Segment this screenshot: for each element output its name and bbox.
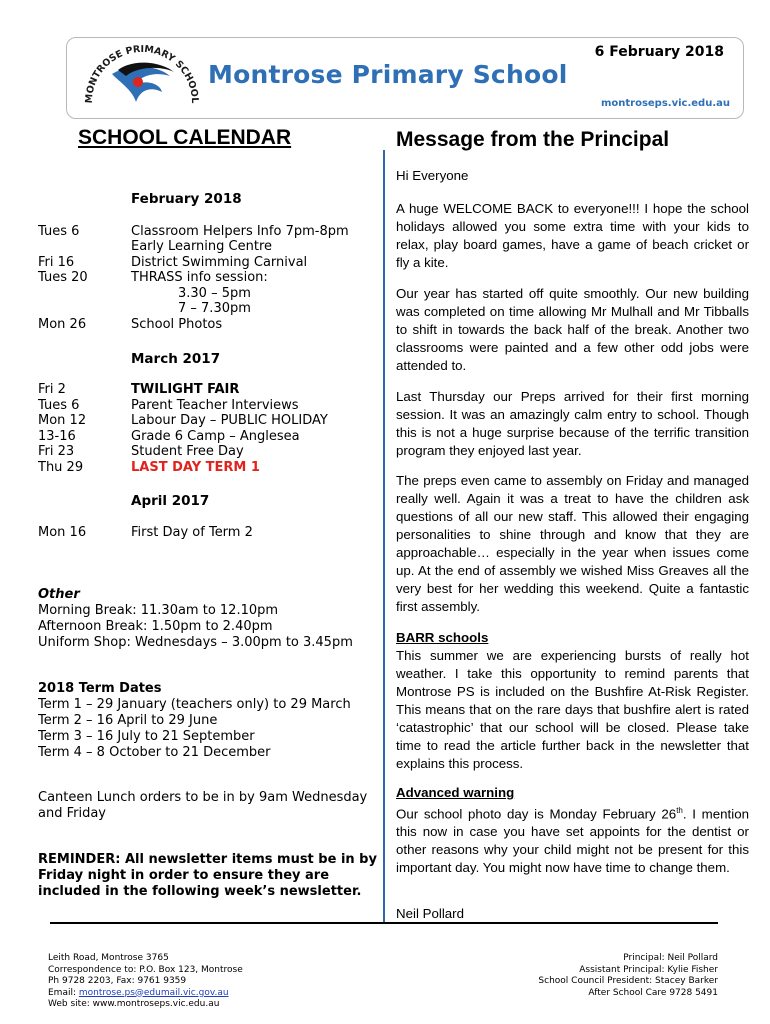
message-paragraph: Our year has started off quite smoothly. Our new building was completed on time allowing Mr Mulhall and Mr Tibballs to shift in towards the back half of the break. Another two classrooms were painted and a few other odd jobs were attended to. [396,286,749,373]
info-line: Afternoon Break: 1.50pm to 2.40pm [38,619,273,634]
canteen-line: and Friday [38,806,106,821]
signature: Neil Pollard [396,906,464,921]
term-line: Term 4 – 8 October to 21 December [38,745,271,760]
reminder-line: included in the following week’s newsletter. [38,884,362,899]
month-heading: March 2017 [131,351,221,367]
term-dates-title: 2018 Term Dates [38,681,162,696]
greeting: Hi Everyone [396,168,469,183]
barr-paragraph: This summer we are experiencing bursts of really hot weather. I take this opportunity to remind parents that Montrose PS is included on the Bushfire At-Risk Register. This means that on the rare days that bushfire alert is rated ‘catastrophic’ that our school will be closed. Please take time to read the article further back in the newsletter that explains this process. [396,648,749,771]
footer-email-row: Email: montrose.ps@edumail.vic.gov.au [48,987,229,998]
calendar-event-line: 7 – 7.30pm [178,301,251,316]
footer-contact [48,953,243,1011]
message-paragraph: Last Thursday our Preps arrived for their first morning session. It was an amazingly calm entry to school. Though this is not a huge surprise because of the terrific transition program they enjoyed last year. [396,389,749,458]
message-title: Message from the Principal [396,128,670,151]
footer-assistant: Assistant Principal: Kylie Fisher [579,964,718,975]
email-link[interactable]: montrose.ps@edumail.vic.gov.au [78,987,229,998]
footer-rule [50,922,718,924]
svg-text:MONTROSE PRIMARY SCHOOL: MONTROSE PRIMARY SCHOOL [83,43,201,104]
month-heading: April 2017 [131,493,210,509]
canteen-note [38,790,367,822]
barr-heading: BARR schools [396,630,489,645]
footer-correspondence: Correspondence to: P.O. Box 123, Montrose [48,964,243,975]
advanced-warning-heading: Advanced warning [396,785,515,800]
school-logo [78,40,204,116]
column-divider [383,150,385,922]
other-heading: Other [38,587,80,602]
message-paragraph: A huge WELCOME BACK to everyone!!! I hope the school holidays allowed you some extra time with your kids to relax, play board games, have a game of beach cricket or fly a kite. [396,201,749,270]
footer-after-school: After School Care 9728 5491 [588,987,718,998]
footer-website[interactable]: Web site: www.montroseps.vic.edu.au [48,999,220,1009]
canteen-line: Canteen Lunch orders to be in by 9am Wednesday [38,790,368,805]
advanced-warning-paragraph: Our school photo day is Monday February 26th. I mention this now in case you have set appoints for the dentist or other reasons why your child might not be present for this important day. You might now have time to change them. [396,806,749,876]
info-line: Uniform Shop: Wednesdays – 3.00pm to 3.45pm [38,635,353,650]
footer-principal: Principal: Neil Pollard [623,953,718,963]
calendar-event-line: 3.30 – 5pm [178,286,251,301]
month-heading: February 2018 [131,191,242,207]
footer-address: Leith Road, Montrose 3765 [48,953,169,963]
term-line: Term 3 – 16 July to 21 September [38,729,255,744]
reminder-note [38,852,377,900]
term-dates [38,681,351,761]
reminder-line: REMINDER: All newsletter items must be in by [38,852,377,867]
header-website[interactable]: montroseps.vic.edu.au [600,98,730,109]
calendar-title: SCHOOL CALENDAR [78,126,292,149]
school-name: Montrose Primary School [208,60,568,89]
footer-phone: Ph 9728 2203, Fax: 9761 9359 [48,976,187,986]
issue-date: 6 February 2018 [594,44,724,60]
term-line: Term 1 – 29 January (teachers only) to 29 March [38,697,351,712]
other-info [38,603,353,651]
message-paragraph: The preps even came to assembly on Friday and managed really well. Again it was a treat to have the children ask questions of all our new staff. This allowed their engaging personalities to shine through and know that they are approachable… especially in the year when issues come up. At the end of assembly we wished Miss Greaves all the very best for her wedding this weekend. Quite a fantastic first assembly. [396,473,749,614]
reminder-line: Friday night in order to ensure they are [38,868,330,883]
footer-staff [538,953,718,999]
footer-council: School Council President: Stacey Barker [538,976,718,986]
term-line: Term 2 – 16 April to 29 June [38,713,218,728]
info-line: Morning Break: 11.30am to 12.10pm [38,603,279,618]
